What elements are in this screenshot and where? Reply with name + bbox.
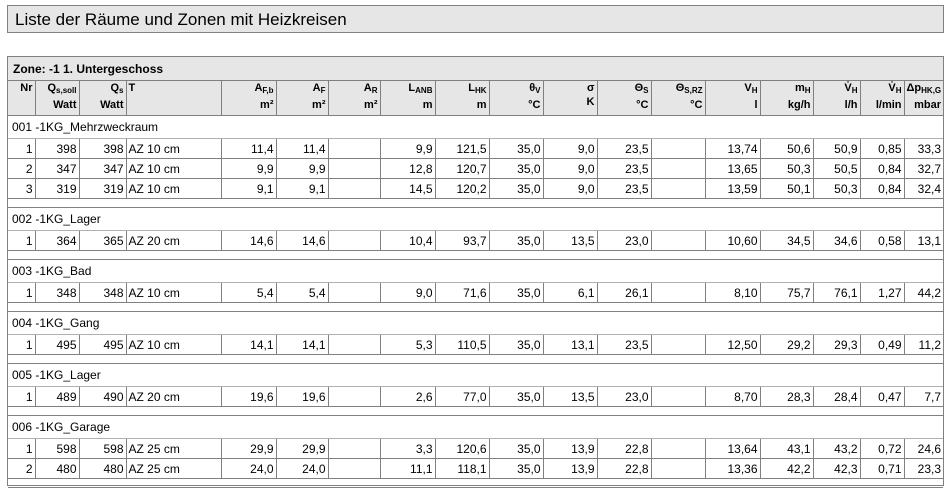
- table-cell: AZ 20 cm: [126, 231, 221, 251]
- table-cell: 35,0: [489, 283, 543, 303]
- table-cell: 14,1: [276, 335, 328, 355]
- column-header-unit: l: [754, 99, 758, 111]
- room-name: 001 -1KG_Mehrzweckraum: [8, 116, 943, 139]
- table-cell: AZ 10 cm: [126, 335, 221, 355]
- column-header: [35, 81, 79, 116]
- table-cell: 398: [35, 139, 79, 159]
- spacer-cell: [8, 355, 943, 364]
- rooms-table-panel: [7, 56, 944, 486]
- table-cell: 24,0: [221, 459, 276, 479]
- page-title-bar: [7, 5, 944, 33]
- group-spacer: [8, 479, 943, 488]
- table-cell: 2: [8, 159, 35, 179]
- room-name: 003 -1KG_Bad: [8, 260, 943, 283]
- table-cell: [328, 335, 380, 355]
- header-row: [8, 81, 943, 116]
- table-cell: 0,71: [860, 459, 904, 479]
- column-header-symbol: σ: [586, 82, 595, 94]
- room-name: 002 -1KG_Lager: [8, 208, 943, 231]
- table-cell: AZ 25 cm: [126, 459, 221, 479]
- column-header-unit: kg/h: [787, 99, 811, 111]
- table-cell: 120,7: [435, 159, 489, 179]
- table-cell: 10,60: [705, 231, 760, 251]
- column-header-symbol: Nr: [20, 82, 33, 94]
- table-cell: 3,3: [380, 439, 435, 459]
- table-cell: [328, 179, 380, 199]
- table-cell: [328, 387, 380, 407]
- column-header-unit: °C: [690, 99, 703, 111]
- table-cell: 9,0: [380, 283, 435, 303]
- column-header-unit: °C: [636, 99, 649, 111]
- table-row: [8, 179, 943, 199]
- column-header: [221, 81, 276, 116]
- column-header-subscript: HK: [474, 86, 487, 95]
- table-row: [8, 231, 943, 251]
- table-cell: 12,50: [705, 335, 760, 355]
- column-header: [904, 81, 943, 116]
- spacer-cell: [8, 303, 943, 312]
- column-header: [651, 81, 705, 116]
- table-cell: 29,3: [813, 335, 860, 355]
- spacer-cell: [8, 199, 943, 208]
- table-cell: 50,3: [813, 179, 860, 199]
- column-header-unit: [129, 95, 219, 109]
- table-cell: 9,9: [380, 139, 435, 159]
- column-header: [79, 81, 126, 116]
- table-cell: 14,6: [276, 231, 328, 251]
- table-cell: 0,85: [860, 139, 904, 159]
- table-cell: 23,5: [597, 179, 651, 199]
- table-cell: 319: [35, 179, 79, 199]
- table-cell: 76,1: [813, 283, 860, 303]
- table-cell: 35,0: [489, 387, 543, 407]
- column-header-subscript: s: [119, 86, 124, 95]
- table-cell: 0,58: [860, 231, 904, 251]
- table-cell: 3: [8, 179, 35, 199]
- column-header: [380, 81, 435, 116]
- table-cell: 14,6: [221, 231, 276, 251]
- table-cell: 75,7: [760, 283, 813, 303]
- table-cell: 28,4: [813, 387, 860, 407]
- table-cell: 29,9: [221, 439, 276, 459]
- table-cell: 5,4: [221, 283, 276, 303]
- table-cell: 110,5: [435, 335, 489, 355]
- table-cell: [651, 387, 705, 407]
- table-cell: 9,0: [543, 159, 597, 179]
- table-cell: 77,0: [435, 387, 489, 407]
- table-cell: 23,5: [597, 335, 651, 355]
- column-header-symbol: V̇: [888, 82, 896, 94]
- column-header-subscript: S: [643, 86, 649, 95]
- table-cell: 29,2: [760, 335, 813, 355]
- table-cell: [651, 283, 705, 303]
- room-name: 005 -1KG_Lager: [8, 364, 943, 387]
- table-cell: 34,5: [760, 231, 813, 251]
- table-cell: AZ 10 cm: [126, 139, 221, 159]
- table-cell: 23,3: [904, 459, 943, 479]
- column-header-unit: °C: [528, 99, 541, 111]
- table-cell: 29,9: [276, 439, 328, 459]
- table-cell: 42,3: [813, 459, 860, 479]
- table-cell: 480: [79, 459, 126, 479]
- table-cell: 11,2: [904, 335, 943, 355]
- table-cell: 13,1: [543, 335, 597, 355]
- column-header-symbol: V̇: [844, 82, 852, 94]
- table-cell: 35,0: [489, 179, 543, 199]
- table-cell: 9,9: [221, 159, 276, 179]
- table-cell: 118,1: [435, 459, 489, 479]
- column-header-subscript: H: [895, 86, 902, 95]
- column-header-subscript: H: [851, 86, 858, 95]
- table-cell: 32,7: [904, 159, 943, 179]
- table-cell: 8,10: [705, 283, 760, 303]
- group-spacer: [8, 199, 943, 208]
- table-cell: 8,70: [705, 387, 760, 407]
- column-header: [126, 81, 221, 116]
- column-header-symbol: T: [128, 82, 136, 94]
- column-header: [860, 81, 904, 116]
- column-header-symbol: m: [794, 82, 805, 94]
- column-header-symbol: Θ: [634, 82, 644, 94]
- room-row: [8, 312, 943, 335]
- table-cell: 50,3: [760, 159, 813, 179]
- column-header-symbol: θ: [529, 82, 536, 94]
- column-header-subscript: s,soll: [56, 86, 77, 95]
- room-row: [8, 416, 943, 439]
- table-cell: 11,4: [276, 139, 328, 159]
- table-cell: 0,84: [860, 159, 904, 179]
- page-title: Liste der Räume und Zonen mit Heizkreisen: [15, 10, 347, 29]
- table-cell: [328, 459, 380, 479]
- column-header-subscript: V: [535, 86, 541, 95]
- table-cell: 13,64: [705, 439, 760, 459]
- table-cell: 44,2: [904, 283, 943, 303]
- table-cell: 0,49: [860, 335, 904, 355]
- table-cell: 23,0: [597, 231, 651, 251]
- table-cell: 598: [35, 439, 79, 459]
- table-cell: 13,74: [705, 139, 760, 159]
- table-cell: 348: [79, 283, 126, 303]
- table-cell: 120,2: [435, 179, 489, 199]
- column-header: [328, 81, 380, 116]
- column-header-symbol: V: [744, 82, 752, 94]
- table-cell: 35,0: [489, 459, 543, 479]
- table-cell: AZ 20 cm: [126, 387, 221, 407]
- table-cell: 13,5: [543, 231, 597, 251]
- table-cell: [328, 439, 380, 459]
- column-header-subscript: H: [804, 86, 811, 95]
- rooms-table: [8, 81, 943, 488]
- group-spacer: [8, 407, 943, 416]
- table-cell: 121,5: [435, 139, 489, 159]
- column-header-unit: mbar: [914, 99, 941, 111]
- column-header: [760, 81, 813, 116]
- table-cell: 14,5: [380, 179, 435, 199]
- table-cell: 11,4: [221, 139, 276, 159]
- column-header-subscript: H: [751, 86, 758, 95]
- table-cell: 93,7: [435, 231, 489, 251]
- table-header: [8, 81, 943, 116]
- table-cell: 1: [8, 387, 35, 407]
- table-cell: 347: [79, 159, 126, 179]
- table-cell: 7,7: [904, 387, 943, 407]
- column-header-unit: Watt: [53, 99, 77, 111]
- table-cell: 2,6: [380, 387, 435, 407]
- table-cell: [328, 159, 380, 179]
- table-cell: [651, 179, 705, 199]
- table-cell: [328, 139, 380, 159]
- table-cell: 480: [35, 459, 79, 479]
- column-header-symbol: A: [254, 82, 263, 94]
- table-cell: 43,2: [813, 439, 860, 459]
- table-cell: 35,0: [489, 439, 543, 459]
- table-row: [8, 283, 943, 303]
- column-header-unit: m²: [260, 99, 274, 111]
- column-header: [435, 81, 489, 116]
- table-cell: 13,59: [705, 179, 760, 199]
- table-cell: 13,9: [543, 459, 597, 479]
- table-cell: 9,0: [543, 179, 597, 199]
- table-cell: 9,1: [221, 179, 276, 199]
- column-header-symbol: A: [363, 82, 372, 94]
- table-cell: 19,6: [276, 387, 328, 407]
- zone-label: Zone: -1 1. Untergeschoss: [13, 62, 164, 76]
- table-cell: 1: [8, 139, 35, 159]
- table-cell: 50,1: [760, 179, 813, 199]
- spacer-cell: [8, 407, 943, 416]
- table-cell: 14,1: [221, 335, 276, 355]
- table-cell: 26,1: [597, 283, 651, 303]
- room-row: [8, 116, 943, 139]
- group-spacer: [8, 251, 943, 260]
- table-cell: 50,5: [813, 159, 860, 179]
- room-row: [8, 364, 943, 387]
- table-cell: 13,1: [904, 231, 943, 251]
- column-header-subscript: F,b: [262, 86, 274, 95]
- table-cell: 13,5: [543, 387, 597, 407]
- table-cell: 1: [8, 439, 35, 459]
- table-cell: 490: [79, 387, 126, 407]
- table-cell: [651, 139, 705, 159]
- column-header-subscript: R: [371, 86, 378, 95]
- table-cell: 19,6: [221, 387, 276, 407]
- column-header: [597, 81, 651, 116]
- table-cell: 398: [79, 139, 126, 159]
- table-cell: 365: [79, 231, 126, 251]
- column-header: [8, 81, 35, 116]
- table-cell: [651, 439, 705, 459]
- table-cell: 28,3: [760, 387, 813, 407]
- table-cell: 42,2: [760, 459, 813, 479]
- column-header-subscript: HK,G: [921, 86, 942, 95]
- table-cell: 9,1: [276, 179, 328, 199]
- table-cell: 348: [35, 283, 79, 303]
- table-cell: [328, 283, 380, 303]
- table-cell: 24,0: [276, 459, 328, 479]
- table-row: [8, 139, 943, 159]
- table-cell: 495: [79, 335, 126, 355]
- table-cell: 32,4: [904, 179, 943, 199]
- table-cell: 9,9: [276, 159, 328, 179]
- table-cell: 22,8: [597, 439, 651, 459]
- table-cell: 347: [35, 159, 79, 179]
- table-cell: 0,84: [860, 179, 904, 199]
- table-cell: 2: [8, 459, 35, 479]
- column-header-unit: l/h: [844, 99, 858, 111]
- table-cell: 23,0: [597, 387, 651, 407]
- column-header-symbol: L: [468, 82, 475, 94]
- table-cell: [651, 459, 705, 479]
- table-cell: 71,6: [435, 283, 489, 303]
- table-cell: AZ 10 cm: [126, 283, 221, 303]
- table-cell: 35,0: [489, 231, 543, 251]
- spacer-cell: [8, 251, 943, 260]
- table-cell: 24,6: [904, 439, 943, 459]
- table-cell: [328, 231, 380, 251]
- table-cell: 50,6: [760, 139, 813, 159]
- column-header-unit: Watt: [100, 99, 124, 111]
- column-header: [543, 81, 597, 116]
- table-cell: 12,8: [380, 159, 435, 179]
- spacer-cell: [8, 479, 943, 488]
- column-header-symbol: A: [312, 82, 321, 94]
- table-cell: 0,72: [860, 439, 904, 459]
- table-cell: AZ 25 cm: [126, 439, 221, 459]
- table-cell: AZ 10 cm: [126, 159, 221, 179]
- column-header: [276, 81, 328, 116]
- room-name: 006 -1KG_Garage: [8, 416, 943, 439]
- table-cell: 598: [79, 439, 126, 459]
- table-cell: 9,0: [543, 139, 597, 159]
- column-header-unit: m²: [312, 99, 326, 111]
- table-row: [8, 439, 943, 459]
- table-cell: 35,0: [489, 335, 543, 355]
- table-cell: 10,4: [380, 231, 435, 251]
- table-cell: 13,9: [543, 439, 597, 459]
- table-row: [8, 159, 943, 179]
- column-header: [489, 81, 543, 116]
- group-spacer: [8, 303, 943, 312]
- table-cell: 50,9: [813, 139, 860, 159]
- table-cell: 23,5: [597, 159, 651, 179]
- table-cell: 5,3: [380, 335, 435, 355]
- table-cell: 1,27: [860, 283, 904, 303]
- column-header-unit: m: [476, 99, 487, 111]
- column-header-symbol: Q: [110, 82, 120, 94]
- table-cell: 120,6: [435, 439, 489, 459]
- column-header-unit: m²: [364, 99, 378, 111]
- table-cell: [651, 335, 705, 355]
- table-cell: 35,0: [489, 139, 543, 159]
- room-row: [8, 208, 943, 231]
- group-spacer: [8, 355, 943, 364]
- column-header-symbol: Θ: [675, 82, 685, 94]
- column-header-unit: [10, 95, 33, 109]
- table-cell: 34,6: [813, 231, 860, 251]
- column-header: [813, 81, 860, 116]
- table-cell: 6,1: [543, 283, 597, 303]
- column-header-unit: m: [422, 99, 433, 111]
- table-cell: 1: [8, 283, 35, 303]
- table-cell: 11,1: [380, 459, 435, 479]
- column-header-unit: K: [586, 96, 595, 108]
- column-header: [705, 81, 760, 116]
- table-row: [8, 335, 943, 355]
- column-header-subscript: S,RZ: [684, 86, 703, 95]
- table-row: [8, 459, 943, 479]
- table-cell: 364: [35, 231, 79, 251]
- room-name: 004 -1KG_Gang: [8, 312, 943, 335]
- table-cell: AZ 10 cm: [126, 179, 221, 199]
- table-cell: [651, 159, 705, 179]
- table-cell: 43,1: [760, 439, 813, 459]
- room-row: [8, 260, 943, 283]
- zone-header: [8, 57, 943, 81]
- table-row: [8, 387, 943, 407]
- table-cell: 489: [35, 387, 79, 407]
- column-header-subscript: ANB: [415, 86, 433, 95]
- table-body: [8, 116, 943, 488]
- table-cell: 5,4: [276, 283, 328, 303]
- table-cell: 35,0: [489, 159, 543, 179]
- table-cell: 13,36: [705, 459, 760, 479]
- table-cell: 495: [35, 335, 79, 355]
- table-cell: 319: [79, 179, 126, 199]
- table-cell: 1: [8, 231, 35, 251]
- table-cell: 0,47: [860, 387, 904, 407]
- column-header-symbol: Q: [47, 82, 57, 94]
- column-header-symbol: Δp: [906, 82, 922, 94]
- column-header-subscript: F: [320, 86, 326, 95]
- table-cell: [651, 231, 705, 251]
- table-cell: 13,65: [705, 159, 760, 179]
- table-cell: 33,3: [904, 139, 943, 159]
- column-header-symbol: L: [408, 82, 416, 94]
- column-header-unit: l/min: [875, 99, 902, 111]
- table-cell: 22,8: [597, 459, 651, 479]
- table-cell: 23,5: [597, 139, 651, 159]
- table-cell: 1: [8, 335, 35, 355]
